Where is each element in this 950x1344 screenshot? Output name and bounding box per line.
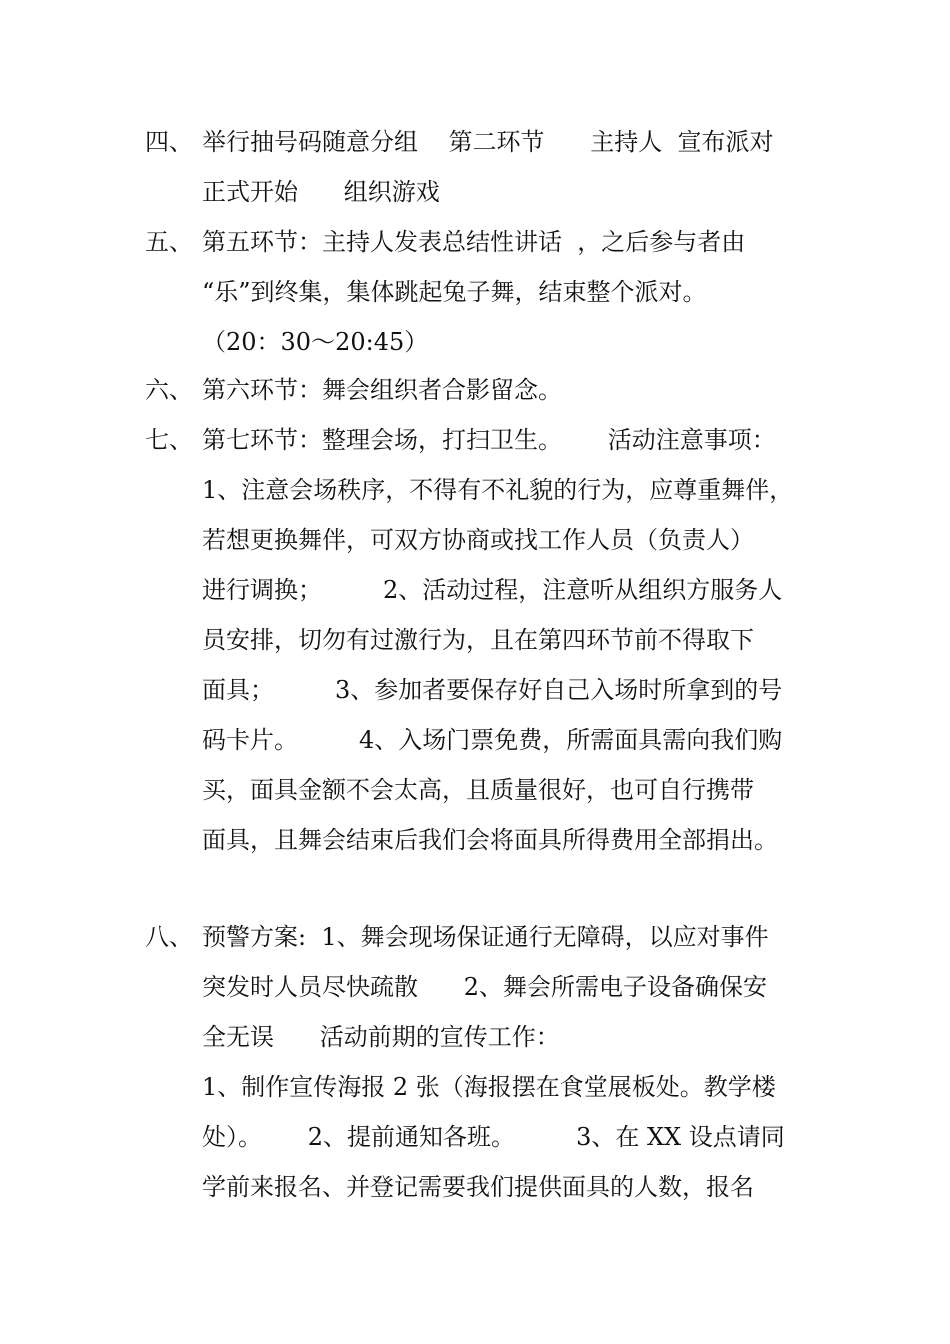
text-line: 员安排，切勿有过激行为，且在第四环节前不得取下 (202, 626, 754, 654)
item-text (202, 912, 822, 1212)
text-line: 第五环节：主持人发表总结性讲话 ，之后参与者由 (202, 228, 746, 256)
item-number: 五、 (145, 228, 193, 256)
text-line: 1、注意会场秩序，不得有不礼貌的行为，应尊重舞伴， (202, 476, 794, 504)
text-line: 学前来报名、并登记需要我们提供面具的人数，报名 (202, 1173, 754, 1201)
text-line: 面具，且舞会结束后我们会将面具所得费用全部捐出。 (202, 826, 778, 854)
text-line: 处）。 2、提前通知各班。 3、在 XX 设点请同 (202, 1123, 785, 1151)
item-text (202, 217, 822, 367)
text-line: 买，面具金额不会太高，且质量很好，也可自行携带 (202, 776, 754, 804)
text-line: 举行抽号码随意分组 第二环节 主持人 宣布派对 (202, 128, 774, 156)
text-line: 突发时人员尽快疏散 2、舞会所需电子设备确保安 (202, 973, 768, 1001)
text-line: （20：30～20:45） (202, 328, 429, 356)
text-line: 第七环节：整理会场，打扫卫生。 活动注意事项： (202, 426, 776, 454)
item-number: 四、 (145, 128, 193, 156)
text-line: 1、制作宣传海报 2 张（海报摆在食堂展板处。教学楼 (202, 1073, 776, 1101)
text-line: 预警方案: 1、舞会现场保证通行无障碍，以应对事件 (202, 923, 769, 951)
item-number: 八、 (145, 923, 193, 951)
text-line: 第六环节：舞会组织者合影留念。 (202, 376, 562, 404)
text-line: 正式开始 组织游戏 (202, 178, 440, 206)
item-text (202, 117, 822, 217)
item-number: 六、 (145, 376, 193, 404)
text-line: 面具； 3、参加者要保存好自己入场时所拿到的号 (202, 676, 783, 704)
text-line: 进行调换； 2、活动过程，注意听从组织方服务人 (202, 576, 783, 604)
item-number: 七、 (145, 426, 193, 454)
text-line: 若想更换舞伴，可双方协商或找工作人员（负责人） (202, 526, 754, 554)
text-line: “乐”到终集，集体跳起兔子舞，结束整个派对。 (202, 278, 707, 306)
item-text (202, 415, 822, 865)
item-text (202, 365, 822, 415)
text-line: 码卡片。 4、入场门票免费，所需面具需向我们购 (202, 726, 783, 754)
text-line: 全无误 活动前期的宣传工作： (202, 1023, 560, 1051)
